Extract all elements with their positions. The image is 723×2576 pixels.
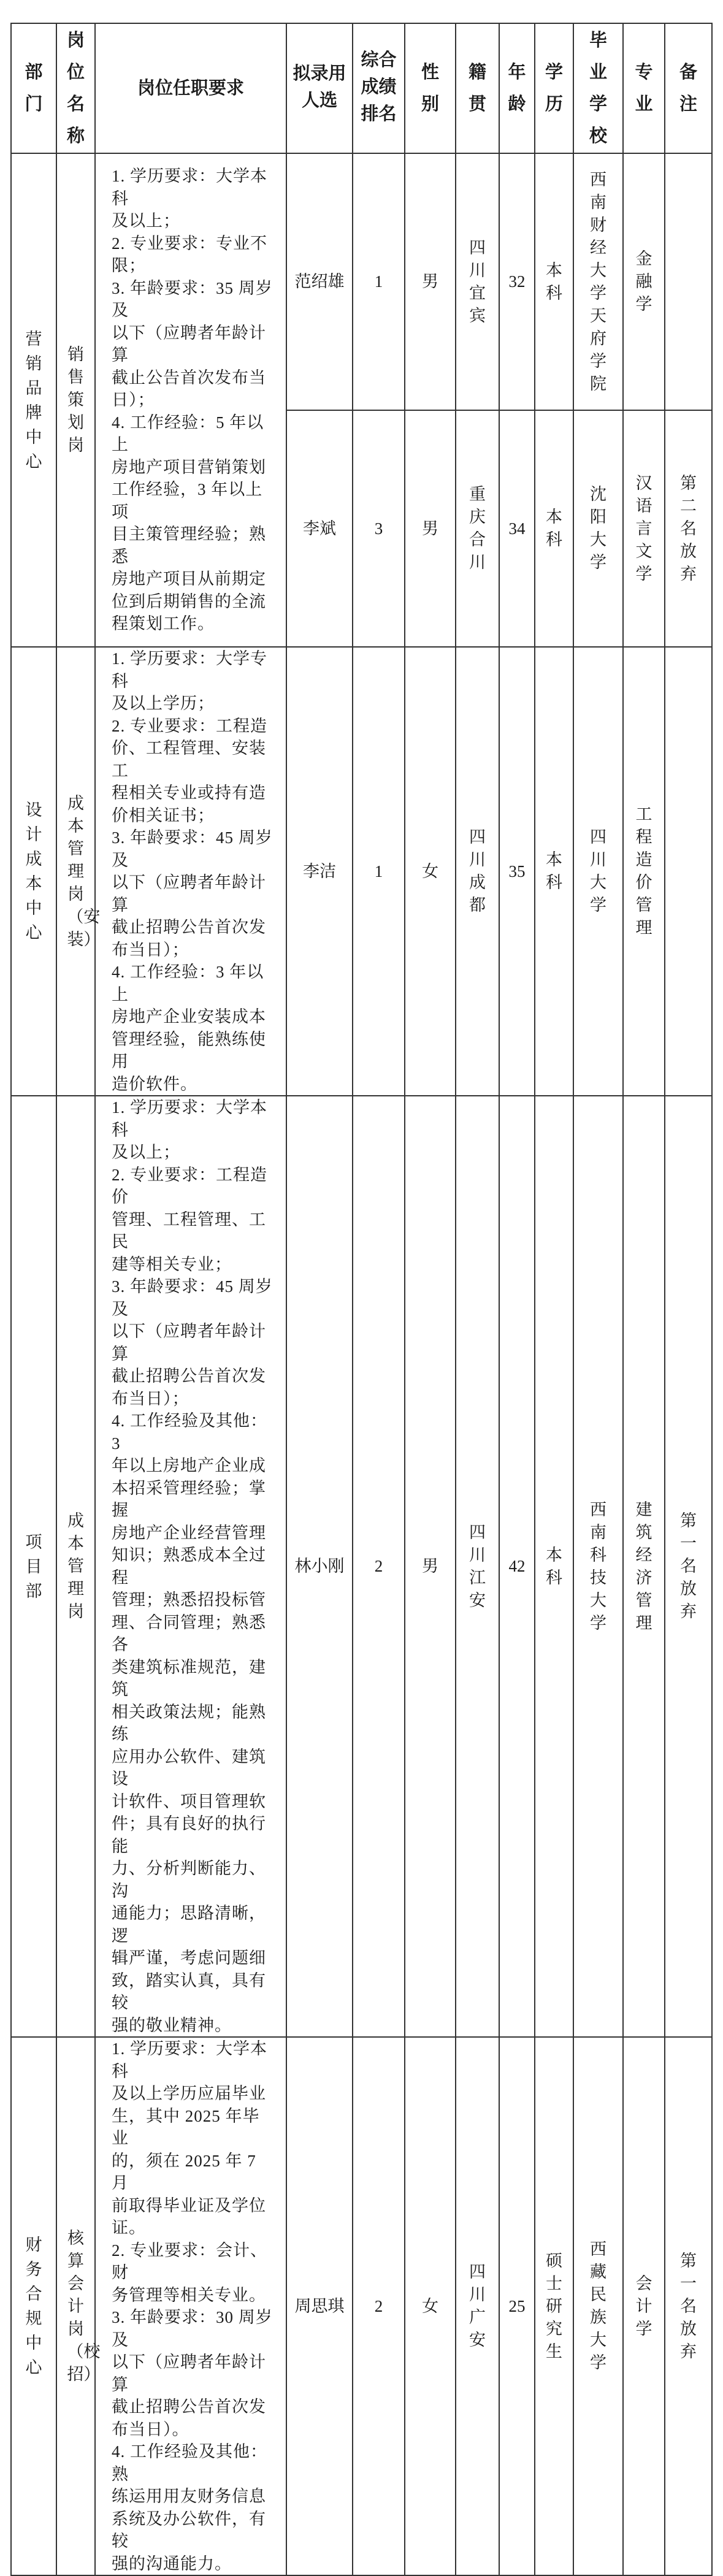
candidate-rank: 1 [353, 647, 405, 1096]
candidate-age: 25 [499, 2037, 535, 2575]
candidate-age: 34 [499, 410, 535, 647]
candidate-gender: 女 [405, 647, 456, 1096]
position-cell: 成本管理岗 [56, 1096, 95, 2037]
candidate-education: 本科 [535, 647, 573, 1096]
header-age: 年龄 [499, 23, 535, 153]
candidate-origin: 四川宜宾 [456, 153, 499, 410]
candidate-rank: 2 [353, 2037, 405, 2575]
requirements-cell: 1. 学历要求：大学专科 及以上学历； 2. 专业要求：工程造 价、工程管理、安装工 程相关专业或持有造 价相关证书； 3. 年龄要求：45 周岁及 以下（应聘者年龄计算 截止招聘公告首次发 布当日）； 4. 工作经验：3 年以上 房地产企业安装成本 管理经验，能熟练使用 造价软件。 [95, 647, 286, 1096]
table-row [11, 2037, 712, 2575]
candidate-remark: 第一名放弃 [665, 1096, 712, 2037]
position-cell: 核算会计岗（校招） [56, 2037, 95, 2575]
candidate-rank: 2 [353, 1096, 405, 2037]
candidate-remark [665, 153, 712, 410]
candidate-education: 硕士研究生 [535, 2037, 573, 2575]
candidate-origin: 四川江安 [456, 1096, 499, 2037]
department-cell: 设计成本中心 [11, 647, 56, 1096]
requirements-cell: 1. 学历要求：大学本科 及以上； 2. 专业要求：工程造价 管理、工程管理、工民 建等相关专业； 3. 年龄要求：45 周岁及 以下（应聘者年龄计算 截止招聘公告首次发 布当日）； 4. 工作经验及其他：3 年以上房地产企业成 本招采管理经验；掌握 房地产企业经营管理 知识；熟悉成本全过程 管理；熟悉招投标管 理、合同管理；熟悉各 类建筑标准规范，建筑 相关政策法规；能熟练 应用办公软件、建筑设 计软件、项目管理软 件；具有良好的执行能 力、分析判断能力、沟 通能力；思路清晰，逻 辑严谨，考虑问题细 致，踏实认真，具有较 强的敬业精神。 [95, 1096, 286, 2037]
header-remark: 备注 [665, 23, 712, 153]
candidate-name: 李斌 [286, 410, 353, 647]
candidate-major: 会计学 [623, 2037, 665, 2575]
candidate-age: 32 [499, 153, 535, 410]
candidate-rank: 1 [353, 153, 405, 410]
requirements-cell: 1. 学历要求：大学本科 及以上学历应届毕业 生，其中 2025 年毕业 的，须在 2025 年 7 月 前取得毕业证及学位 证。 2. 专业要求：会计、财 务管理等相关专业。 3. 年龄要求：30 周岁及 以下（应聘者年龄计算 截止招聘公告首次发 布当日）。 4. 工作经验及其他：熟 练运用用友财务信息 系统及办公软件，有较 强的沟通能力。 [95, 2037, 286, 2575]
header-gender: 性别 [405, 23, 456, 153]
candidate-name: 周思琪 [286, 2037, 353, 2575]
header-row [11, 23, 712, 153]
department-cell: 项目部 [11, 1096, 56, 2037]
table-row [11, 153, 712, 410]
candidate-gender: 男 [405, 410, 456, 647]
candidate-major: 金融学 [623, 153, 665, 410]
candidate-name: 范绍雄 [286, 153, 353, 410]
header-candidate: 拟录用人选 [286, 23, 353, 153]
candidate-school: 西藏民族大学 [573, 2037, 623, 2575]
candidate-major: 建筑经济管理 [623, 1096, 665, 2037]
header-position: 岗位名称 [56, 23, 95, 153]
candidate-major: 工程造价管理 [623, 647, 665, 1096]
candidate-name: 李洁 [286, 647, 353, 1096]
header-department: 部门 [11, 23, 56, 153]
candidate-age: 42 [499, 1096, 535, 2037]
header-rank: 综合成绩排名 [353, 23, 405, 153]
candidate-rank: 3 [353, 410, 405, 647]
candidate-gender: 男 [405, 153, 456, 410]
table-row [11, 647, 712, 1096]
candidate-school: 四川大学 [573, 647, 623, 1096]
position-cell: 成本管理岗（安装） [56, 647, 95, 1096]
candidate-education: 本科 [535, 153, 573, 410]
candidate-origin: 重庆合川 [456, 410, 499, 647]
header-school: 毕业学校 [573, 23, 623, 153]
candidate-school: 西南科技大学 [573, 1096, 623, 2037]
requirements-cell: 1. 学历要求：大学本科 及以上； 2. 专业要求：专业不 限； 3. 年龄要求：35 周岁及 以下（应聘者年龄计算 截止公告首次发布当 日）； 4. 工作经验：5 年以上 房地产项目营销策划 工作经验，3 年以上项 目主策管理经验；熟悉 房地产项目从前期定 位到后期销售的全流 程策划工作。 [95, 153, 286, 647]
position-cell: 销售策划岗 [56, 153, 95, 647]
header-major: 专业 [623, 23, 665, 153]
header-requirements: 岗位任职要求 [95, 23, 286, 153]
candidate-education: 本科 [535, 1096, 573, 2037]
candidate-education: 本科 [535, 410, 573, 647]
candidate-origin: 四川成都 [456, 647, 499, 1096]
candidate-origin: 四川广安 [456, 2037, 499, 2575]
candidate-major: 汉语言文学 [623, 410, 665, 647]
department-cell: 财务合规中心 [11, 2037, 56, 2575]
candidate-gender: 男 [405, 1096, 456, 2037]
candidate-name: 林小刚 [286, 1096, 353, 2037]
candidate-remark: 第二名放弃 [665, 410, 712, 647]
candidate-school: 沈阳大学 [573, 410, 623, 647]
candidate-age: 35 [499, 647, 535, 1096]
header-education: 学历 [535, 23, 573, 153]
table-row [11, 1096, 712, 2037]
recruitment-table [10, 23, 713, 2576]
candidate-school: 西南财经大学天府学院 [573, 153, 623, 410]
candidate-remark [665, 647, 712, 1096]
header-origin: 籍贯 [456, 23, 499, 153]
department-cell: 营销品牌中心 [11, 153, 56, 647]
candidate-remark: 第一名放弃 [665, 2037, 712, 2575]
candidate-gender: 女 [405, 2037, 456, 2575]
